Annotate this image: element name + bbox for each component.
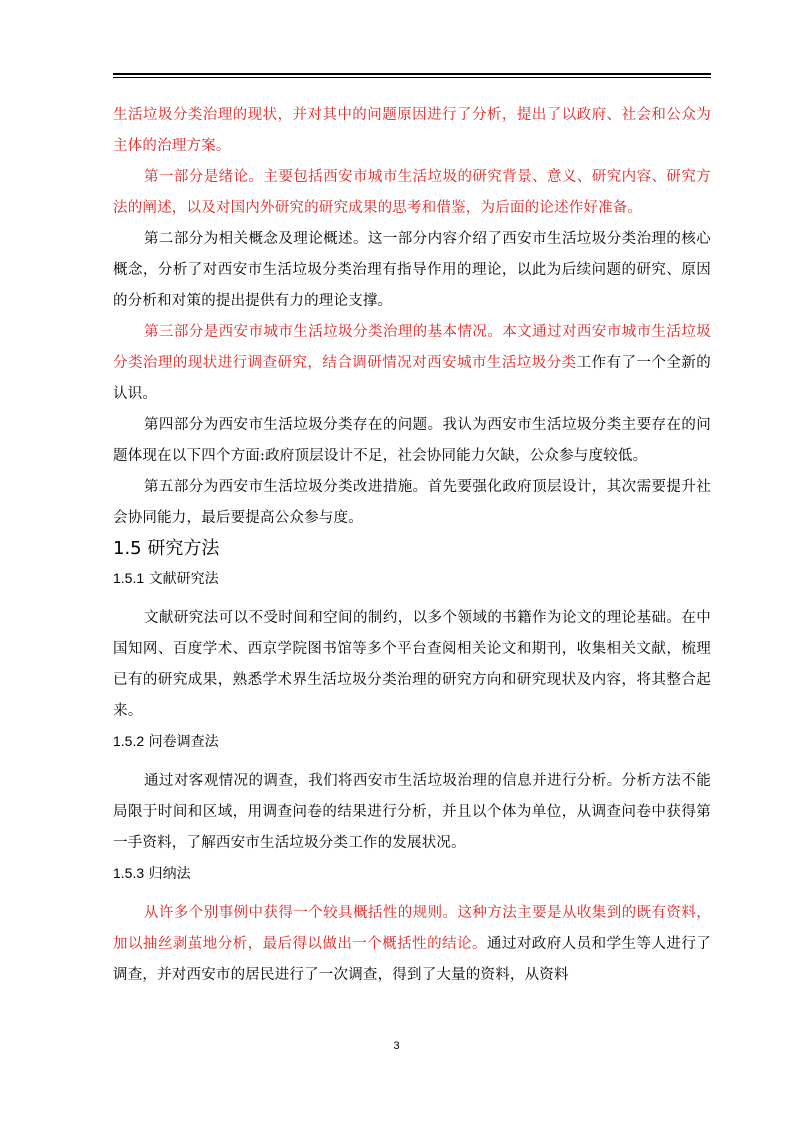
header-rule-thin	[113, 77, 711, 78]
section-heading	[113, 534, 711, 564]
subsection-heading-literature	[113, 564, 711, 603]
paragraph-part-one	[113, 162, 711, 224]
paragraph-part-two: 第二部分为相关概念及理论概述。这一部分内容介绍了西安市生活垃圾分类治理的核心概念，分析了对西安市生活垃圾分类治理有指导作用的理论，以此为后续问题的研究、原因的分析和对策的提出提供有力的理论支撑。	[113, 231, 711, 309]
page-number: 3	[393, 1040, 400, 1052]
plain-text: 通过对政府人员和学生等人进行了调查，并对西安市的居民进行了一次调查，得到了大量的资料，从资料	[113, 936, 712, 983]
header-rule-thick	[113, 73, 711, 75]
plain-text: 工作有了一个全新的认识。	[113, 355, 711, 402]
paragraph-literature-method: 文献研究法可以不受时间和空间的制约，以多个领域的书籍作为论文的理论基础。在中国知网、百度学术、西京学院图书馆等多个平台查阅相关论文和期刊，收集相关文献，梳理已有的研究成果，熟悉学术界生活垃圾分类治理的研究方向和研究现状及内容，将其整合起来。	[113, 610, 711, 719]
highlighted-text: 第三部分是西安市城市生活垃圾分类治理的基本情况。本文通过对西安市城市生活垃圾分类治理的现状进行调查研究，结合调研情况对西安城市生活垃圾分类	[113, 324, 711, 371]
subsection-heading-questionnaire	[113, 727, 711, 766]
highlighted-text: 生活垃圾分类治理的现状，并对其中的问题原因进行了分析，提出了以政府、社会和公众为主体的治理方案。	[113, 107, 711, 154]
subsection-title: 问卷调查法	[148, 734, 219, 750]
page-body	[113, 100, 711, 991]
paragraph-induction-method	[113, 898, 711, 991]
subsection-heading-induction	[113, 859, 711, 898]
paragraph-part-four: 第四部分为西安市生活垃圾分类存在的问题。我认为西安市生活垃圾分类主要存在的问题体现在以下四个方面:政府顶层设计不足，社会协同能力欠缺，公众参与度较低。	[113, 417, 711, 464]
highlighted-text: 从许多个别事例中获得一个较具概括性的规则。这种方法主要是从收集到的既有资料，加以抽丝剥茧地分析，最后得以做出一个概括性的结论。	[113, 905, 711, 952]
subsection-number: 1.5.3	[113, 865, 145, 881]
subsection-number: 1.5.2	[113, 733, 145, 749]
paragraph-intro-continued	[113, 100, 711, 162]
highlighted-text: 第一部分是绪论。主要包括西安市城市生活垃圾的研究背景、意义、研究内容、研究方法的阐述，以及对国内外研究的研究成果的思考和借鉴，为后面的论述作好准备。	[113, 169, 711, 216]
subsection-number: 1.5.1	[113, 570, 145, 586]
subsection-title: 文献研究法	[148, 571, 219, 587]
paragraph-part-three	[113, 317, 711, 410]
paragraph-questionnaire-method: 通过对客观情况的调查，我们将西安市生活垃圾治理的信息并进行分析。分析方法不能局限于时间和区域，用调查问卷的结果进行分析，并且以个体为单位，从调查问卷中获得第一手资料，了解西安市生活垃圾分类工作的发展状况。	[113, 773, 711, 851]
section-title: 研究方法	[147, 538, 220, 559]
subsection-title: 归纳法	[148, 866, 191, 882]
section-number: 1.5	[113, 538, 142, 559]
paragraph-part-five: 第五部分为西安市生活垃圾分类改进措施。首先要强化政府顶层设计，其次需要提升社会协同能力，最后要提高公众参与度。	[113, 479, 711, 526]
